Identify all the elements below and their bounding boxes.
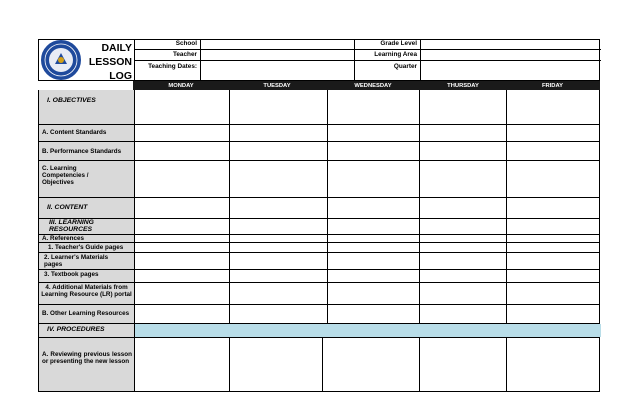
row-textbook-pages: 3. Textbook pages — [44, 271, 99, 278]
lesson-log-table — [38, 90, 600, 392]
day-friday: FRIDAY — [541, 82, 564, 89]
row-additional-materials: 4. Additional Materials from Learning Resource (LR) portal — [41, 284, 132, 299]
grade-level-field[interactable] — [421, 39, 601, 49]
day-wednesday: WEDNESDAY — [354, 82, 392, 89]
row-teachers-guide: 1. Teacher's Guide pages — [48, 244, 124, 251]
row-learners-materials: 2. Learner's Materials pages — [44, 254, 109, 269]
learning-area-field[interactable] — [421, 50, 601, 60]
row-performance-standards: B. Performance Standards — [42, 148, 122, 155]
title-line-2: LESSON — [88, 56, 132, 68]
deped-seal-logo — [41, 40, 81, 80]
row-objectives: I. OBJECTIVES — [47, 97, 96, 104]
procedures-band — [135, 324, 601, 337]
quarter-field[interactable] — [421, 61, 601, 80]
row-procedures: IV. PROCEDURES — [47, 326, 105, 333]
day-tuesday: TUESDAY — [263, 82, 291, 89]
teaching-dates-label: Teaching Dates: — [148, 63, 197, 70]
days-header-bar — [133, 81, 600, 90]
row-content: II. CONTENT — [47, 204, 88, 211]
info-grid — [134, 39, 601, 81]
teacher-label: Teacher — [172, 51, 197, 58]
teaching-dates-field[interactable] — [201, 61, 353, 80]
learning-area-label: Learning Area — [374, 51, 417, 58]
title-line-3: LOG — [109, 70, 132, 82]
row-other-resources: B. Other Learning Resources — [42, 310, 130, 317]
grade-level-label: Grade Level — [380, 40, 417, 47]
title-line-1: DAILY — [101, 42, 132, 54]
row-reviewing-previous-lesson: A. Reviewing previous lesson or presenting the new lesson — [42, 351, 132, 366]
row-learning-competencies: C. Learning Competencies / Objectives — [42, 165, 89, 187]
daily-lesson-log-title — [86, 41, 132, 83]
day-thursday: THURSDAY — [447, 82, 479, 89]
row-references: A. References — [42, 235, 84, 242]
day-monday: MONDAY — [168, 82, 194, 89]
row-content-standards: A. Content Standards — [42, 129, 107, 136]
school-field[interactable] — [201, 39, 353, 49]
header-block — [38, 39, 600, 81]
school-label: School — [175, 40, 197, 47]
teacher-field[interactable] — [201, 50, 353, 60]
row-learning-resources: III. LEARNING RESOURCES — [49, 219, 94, 234]
quarter-label: Quarter — [393, 63, 417, 70]
